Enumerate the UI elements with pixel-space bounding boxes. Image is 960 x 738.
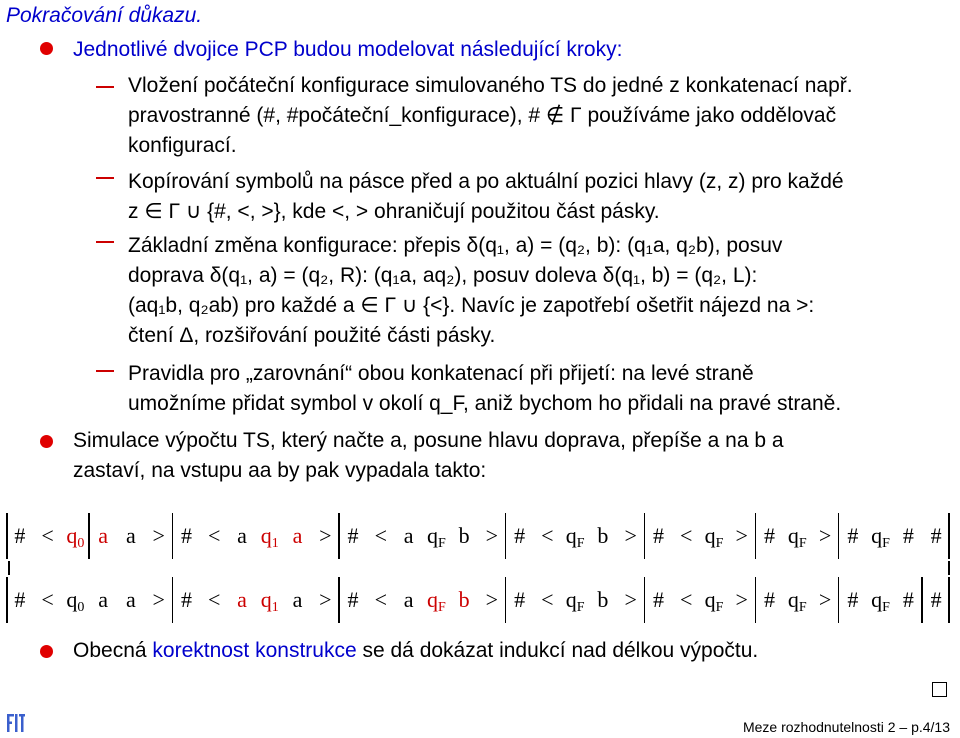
item-4-line-1: Pravidla pro „zarovnání“ obou konkatenací při přijetí: na levé straně [128,362,754,385]
bullet-dot [40,645,53,658]
tape-separator [644,513,646,559]
correctness-link: korektnost konstrukce [152,639,357,662]
tape-symbol: > [319,587,332,612]
item-3-line-4: čtení Δ, rozšiřování použité části pásky. [128,324,496,347]
tape-symbol: < [208,587,221,612]
tape-symbol: > [485,523,499,548]
tape-separator [338,513,340,559]
tape-symbol: # [14,523,26,548]
tape-symbol: # [347,523,359,548]
tape-symbol: $q_F$ [787,523,807,551]
dash-marker [96,86,114,88]
dash-marker [96,370,114,372]
tape-separator [921,577,923,623]
tape-symbol: # [902,523,914,548]
tape-separator [505,513,507,559]
tape-symbol: > [818,523,832,548]
tape-connector [8,561,10,575]
tape-symbol: b [597,523,609,548]
tape-symbol: # [902,587,914,612]
dash-marker [96,177,114,179]
tape-symbol: > [818,587,832,612]
tape-symbol: $q_F$ [565,587,585,615]
tape-connector [948,561,950,575]
tape-row-top [6,511,950,561]
tape-symbol: # [764,587,776,612]
tape-symbol: $q_F$ [426,587,446,615]
tape-symbol: $q_1$ [260,523,279,551]
tape-border [948,577,950,623]
tape-symbol: $q_0$ [66,523,85,551]
tape-symbol: a [403,587,414,612]
item-3-line-1: Základní změna konfigurace: přepis δ(q₁, a) = (q₂, b): (q₁a, q₂b), posuv [128,234,783,257]
tape-symbol: b [458,523,470,548]
tape-symbol: < [680,523,693,548]
tape-symbol: > [485,587,499,612]
tape-symbol: $q_F$ [704,587,724,615]
tape-symbol: < [374,587,388,612]
item-1-line-1: Vložení počáteční konfigurace simulovaného TS do jedné z konkatenací např. [128,74,853,97]
tape-border [6,513,8,559]
qed-box [932,682,947,697]
tape-symbol: a [126,587,136,612]
bullet-2-line-2: zastaví, na vstupu aa by pak vypadala takto: [73,459,487,482]
tape-symbol: # [514,523,526,548]
bullet-2-line-1: Simulace výpočtu TS, který načte a, posune hlavu doprava, přepíše a na b a [73,429,784,452]
item-1-line-2: pravostranné (#, #počáteční_konfigurace), # ∉ Γ používáme jako oddělovač [128,104,837,127]
tape-symbol: > [735,587,748,612]
tape-symbol: a [237,523,247,548]
tape-separator [88,513,90,559]
tape-symbol: b [597,587,609,612]
item-2-line-2: z ∈ Γ ∪ {#, <, >}, kde <, > ohraničují použitou část pásky. [128,200,660,223]
tape-row-bottom [6,575,950,625]
bullet-3-suffix: se dá dokázat indukcí nad délkou výpočtu. [356,639,759,662]
tape-symbol: a [292,587,303,612]
tape-symbol: a [126,523,136,548]
tape-separator [755,513,757,559]
tape-symbol: $q_F$ [704,523,724,551]
fit-logo-icon [6,712,26,734]
bullet-1-text: Jednotlivé dvojice PCP budou modelovat následující kroky: [73,38,623,61]
tape-symbol: # [14,587,26,612]
tape-symbol: # [930,523,942,548]
tape-symbol: < [374,523,388,548]
bullet-dot [40,42,53,55]
tape-separator [172,513,174,559]
tape-symbol: # [764,523,776,548]
tape-symbol: > [624,523,637,548]
tape-symbol: < [41,587,54,612]
tape-border [6,577,8,623]
tape-symbol: > [152,523,165,548]
bullet-dot [40,435,53,448]
tape-symbol: # [652,523,664,548]
item-2-line-1: Kopírování symbolů na pásce před a po aktuální pozici hlavy (z, z) pro každé [128,170,844,193]
tape-symbol: a [237,587,247,612]
item-1-line-3: konfigurací. [128,134,237,157]
tape-symbol: a [403,523,414,548]
tape-symbol: # [930,587,942,612]
slide-title: Pokračování důkazu. [6,4,203,27]
tape-symbol: # [847,523,859,548]
tape-border [948,513,950,559]
tape-symbol: # [347,587,359,612]
tape-symbol: < [680,587,693,612]
bullet-3-prefix: Obecná [73,639,153,662]
tape-symbol: $q_0$ [66,587,85,615]
tape-symbol: # [180,523,192,548]
tape-symbol: < [541,523,554,548]
tape-symbol: # [847,587,859,612]
tape-separator [505,577,507,623]
tape-separator [838,513,840,559]
tape-separator [644,577,646,623]
tape-symbol: # [514,587,526,612]
tape-symbol: $q_F$ [871,523,890,551]
tape-symbol: b [458,587,470,612]
footer-page-info: Meze rozhodnutelnosti 2 – p.4/13 [742,719,950,735]
tape-symbol: $q_F$ [426,523,446,551]
tape-symbol: > [152,587,165,612]
tape-symbol: < [41,523,54,548]
item-4-line-2: umožníme přidat symbol v okolí q_F, aniž bychom ho přidali na pravé straně. [128,392,842,415]
tape-symbol: $q_F$ [871,587,890,615]
tape-symbol: # [180,587,192,612]
tape-separator [838,577,840,623]
tape-symbol: > [735,523,748,548]
tape-symbol: < [208,523,221,548]
item-3-line-2: doprava δ(q₁, a) = (q₂, R): (q₁a, aq₂), posuv doleva δ(q₁, b) = (q₂, L): [128,264,758,287]
tape-separator [338,577,340,623]
tape-symbol: # [652,587,664,612]
dash-marker [96,241,114,243]
item-3-line-3: (aq₁b, q₂ab) pro každé a ∈ Γ ∪ {<}. Navíc je zapotřebí ošetřit nájezd na >: [128,294,815,317]
tape-symbol: $q_1$ [260,587,279,615]
tape-symbol: a [98,523,109,548]
tape-symbol: a [98,587,109,612]
tape-separator [755,577,757,623]
tape-symbol: $q_F$ [787,587,807,615]
tape-symbol: a [292,523,303,548]
tape-symbol: < [541,587,554,612]
tape-symbol: $q_F$ [565,523,585,551]
tape-symbol: > [319,523,332,548]
tape-separator [172,577,174,623]
bullet-3-text [73,634,758,668]
tape-symbol: > [624,587,637,612]
